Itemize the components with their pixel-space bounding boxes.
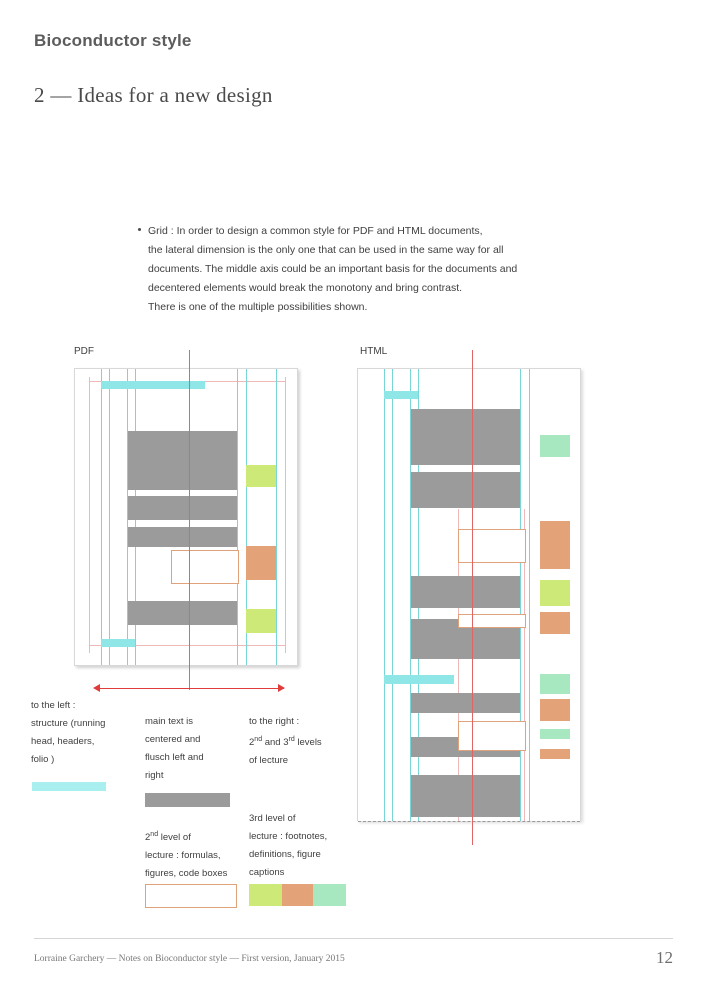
legend-middle-line: main text is: [145, 716, 194, 727]
pdf-block-cyan-folio: [101, 639, 135, 647]
bullet-line: There is one of the multiple possibilities shown.: [148, 301, 368, 313]
html-guide-cyan-2: [392, 369, 393, 821]
legend-middle-line: flusch left and: [145, 752, 204, 763]
pdf-block-grey: [128, 527, 237, 547]
bullet-line: documents. The middle axis could be an important basis for the documents and: [148, 263, 518, 275]
legend-right2-line: lecture : footnotes,: [249, 831, 328, 842]
pdf-margin-left: [89, 377, 90, 653]
pdf-layout-mockup: [74, 368, 298, 666]
pdf-block-grey: [128, 601, 237, 625]
html-block-orange: [540, 521, 570, 569]
bullet-line: the lateral dimension is the only one that can be used in the same way for all: [148, 244, 504, 256]
legend-left-line: folio ): [31, 754, 55, 765]
html-mock-label: HTML: [360, 346, 388, 357]
legend-swatch-mint: [313, 884, 346, 906]
html-block-mint: [540, 435, 570, 457]
pdf-block-green: [246, 609, 276, 633]
pdf-block-grey: [128, 431, 237, 490]
pdf-margin-right: [285, 377, 286, 653]
legend-right2-line: 3rd level of: [249, 813, 296, 824]
legend-middle2-line: lecture : formulas,: [145, 850, 221, 862]
html-guide-cyan-5: [520, 369, 521, 821]
html-center-axis: [472, 350, 473, 845]
pdf-block-grey: [128, 496, 237, 520]
html-guide-cyan-6: [529, 369, 530, 821]
pdf-guide-cyan-1: [101, 369, 102, 665]
legend-swatch-cyan: [32, 782, 106, 791]
html-block-grey: [411, 775, 520, 817]
legend-swatch-orange: [282, 884, 313, 906]
footer-divider: [34, 938, 673, 939]
html-block-orange: [540, 612, 570, 634]
pdf-guide-cyan-2: [109, 369, 110, 665]
legend-left-line: structure (running: [31, 718, 106, 729]
legend-left-line: head, headers,: [31, 736, 95, 747]
bullet-dot-icon: [138, 228, 141, 231]
legend-left-column: [31, 697, 136, 769]
html-block-outlined: [458, 529, 526, 563]
html-block-grey: [411, 576, 520, 608]
page-number: 12: [656, 948, 673, 967]
html-guide-cyan-1: [384, 369, 385, 821]
bullet-line: decentered elements would break the monotony and bring contrast.: [148, 282, 463, 294]
html-block-grey: [411, 472, 520, 508]
html-block-orange: [540, 749, 570, 759]
legend-right-line: of lecture: [249, 755, 289, 767]
pdf-guide-cyan-7: [276, 369, 277, 665]
legend-swatch-outlined-box: [145, 884, 237, 908]
html-block-mint: [540, 674, 570, 694]
html-block-mint: [540, 729, 570, 739]
legend-right-column: [249, 713, 354, 770]
legend-swatch-grey: [145, 793, 230, 807]
legend-middle-line: centered and: [145, 734, 201, 745]
pdf-block-orange: [246, 546, 276, 580]
width-arrow-head-right-icon: [278, 684, 285, 692]
legend-left-line: to the left :: [31, 700, 76, 711]
pdf-mock-label: PDF: [74, 346, 94, 357]
legend-middle-line: right: [145, 770, 164, 781]
section-title: 2 — Ideas for a new design: [34, 83, 273, 107]
pdf-center-axis: [189, 350, 190, 690]
pdf-block-outlined: [171, 550, 239, 584]
html-block-outlined: [458, 614, 526, 628]
page-title: Bioconductor style: [34, 31, 192, 50]
legend-right-line: 2nd and 3rd levels: [249, 736, 322, 749]
bullet-paragraph: [148, 222, 568, 317]
legend-right-line: to the right :: [249, 716, 300, 727]
legend-middle2-line: figures, code boxes: [145, 868, 228, 880]
html-block-grey: [411, 409, 520, 465]
legend-middle-secondary: [145, 826, 245, 883]
footer-text: Lorraine Garchery — Notes on Bioconductor style — First version, January 2015: [34, 954, 345, 964]
legend-right2-line: captions: [249, 867, 285, 878]
legend-right2-line: definitions, figure: [249, 849, 321, 860]
legend-middle-column: [145, 713, 245, 785]
html-block-cyan-mid: [384, 675, 454, 684]
pdf-guide-cyan-5: [237, 369, 238, 665]
legend-middle2-line: 2nd level of: [145, 831, 191, 844]
bullet-line: Grid : In order to design a common style for PDF and HTML documents,: [148, 225, 483, 237]
html-block-outlined: [458, 721, 526, 751]
legend-right-secondary: [249, 810, 354, 882]
html-block-green: [540, 580, 570, 606]
width-arrow-line: [98, 688, 284, 689]
width-arrow-head-left-icon: [93, 684, 100, 692]
html-block-cyan-header: [384, 391, 418, 399]
html-block-orange: [540, 699, 570, 721]
html-block-grey: [411, 693, 520, 713]
pdf-block-green: [246, 465, 276, 487]
html-layout-mockup: [357, 368, 581, 821]
legend-swatch-green: [249, 884, 282, 906]
